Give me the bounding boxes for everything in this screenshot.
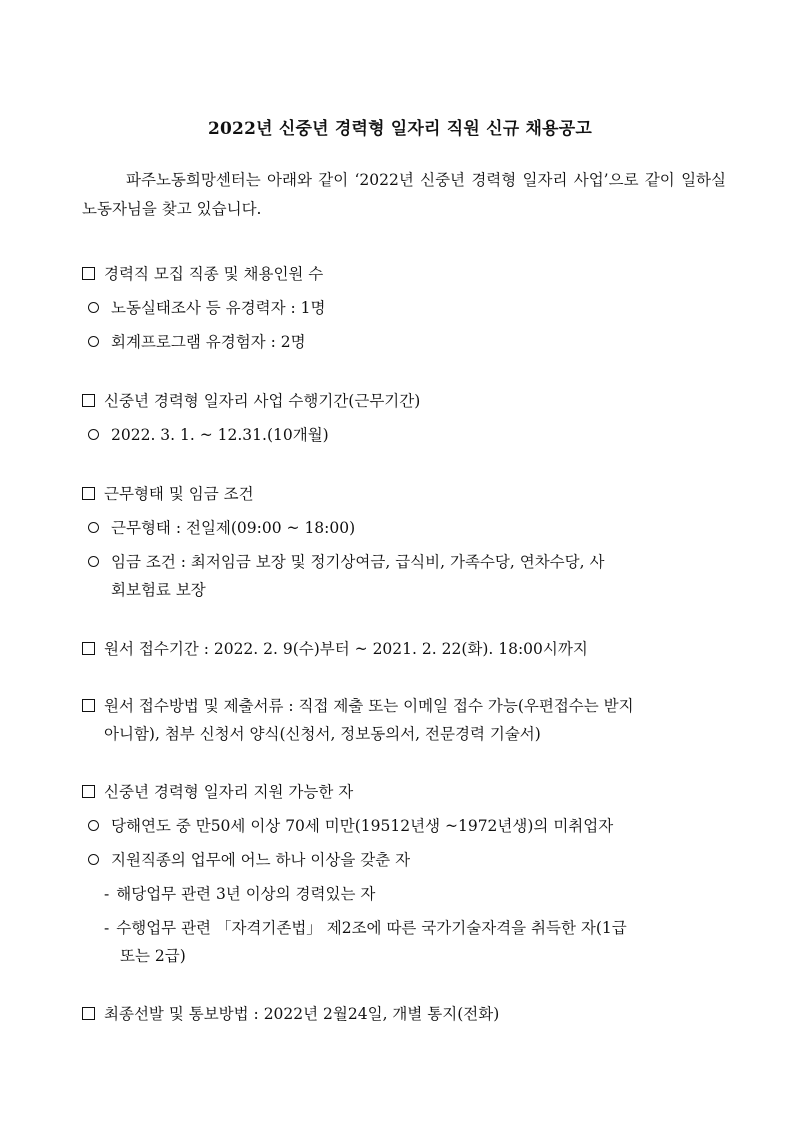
list-item <box>88 848 410 870</box>
list-item <box>88 330 306 352</box>
checkbox-square-icon <box>82 267 95 280</box>
section-heading-conditions <box>82 482 254 504</box>
circle-bullet-icon <box>88 429 99 440</box>
circle-bullet-icon <box>88 302 99 313</box>
checkbox-square-icon <box>82 642 95 655</box>
dash-bullet-icon: - <box>104 885 110 903</box>
list-item <box>88 516 355 538</box>
list-item <box>88 550 604 572</box>
circle-bullet-icon <box>88 820 99 831</box>
list-item-text: 근무형태 : 전일제(09:00 ~ 18:00) <box>111 519 356 537</box>
section-heading-text: 최종선발 및 통보방법 : 2022년 2월24일, 개별 통지(전화) <box>104 1005 500 1023</box>
sub-list-item-text: 해당업무 관련 3년 이상의 경력있는 자 <box>116 885 376 903</box>
list-item-text: 회계프로그램 유경험자 : 2명 <box>111 333 306 351</box>
checkbox-square-icon <box>82 1007 95 1020</box>
list-item-text: 지원직종의 업무에 어느 하나 이상을 갖춘 자 <box>111 851 411 869</box>
section-heading-period <box>82 389 420 411</box>
section-heading-text: 신중년 경력형 일자리 사업 수행기간(근무기간) <box>104 392 421 410</box>
section-heading-text: 신중년 경력형 일자리 지원 가능한 자 <box>104 783 354 801</box>
sub-list-item-continuation: 또는 2급) <box>120 947 186 965</box>
section-heading-text: 원서 접수방법 및 제출서류 : 직접 제출 또는 이메일 접수 가능(우편접수는 받지 <box>104 697 634 715</box>
section-heading-recruitment <box>82 262 323 284</box>
list-item-text: 노동실태조사 등 유경력자 : 1명 <box>111 299 326 317</box>
list-item-text: 2022. 3. 1. ~ 12.31.(10개월) <box>111 426 329 444</box>
section-heading-application-period <box>82 637 588 659</box>
list-item <box>88 296 325 318</box>
list-item <box>88 423 329 445</box>
circle-bullet-icon <box>88 556 99 567</box>
checkbox-square-icon <box>82 699 95 712</box>
section-heading-text: 근무형태 및 임금 조건 <box>104 485 254 503</box>
list-item <box>88 814 613 836</box>
circle-bullet-icon <box>88 336 99 347</box>
dash-bullet-icon: - <box>104 919 110 937</box>
section-heading-continuation: 아니함), 첨부 신청서 양식(신청서, 정보동의서, 전문경력 기술서) <box>104 725 541 743</box>
sub-list-item <box>104 882 375 904</box>
checkbox-square-icon <box>82 487 95 500</box>
section-heading-text: 원서 접수기간 : 2022. 2. 9(수)부터 ~ 2021. 2. 22(화). 18:00시까지 <box>104 640 588 658</box>
section-heading-application-method <box>82 694 634 716</box>
section-heading-selection <box>82 1002 499 1024</box>
list-item-text: 임금 조건 : 최저임금 보장 및 정기상여금, 급식비, 가족수당, 연차수당, 사 <box>111 553 605 571</box>
sub-list-item <box>104 916 627 938</box>
intro-paragraph: 파주노동희망센터는 아래와 같이 ‘2022년 신중년 경력형 일자리 사업’으로 같이 일하실 노동자님을 찾고 있습니다. <box>82 171 726 218</box>
list-item-continuation: 회보험료 보장 <box>111 581 206 599</box>
circle-bullet-icon <box>88 522 99 533</box>
list-item-text: 당해연도 중 만50세 이상 70세 미만(19512년생 ~1972년생)의 미취업자 <box>111 817 614 835</box>
section-heading-text: 경력직 모집 직종 및 채용인원 수 <box>104 265 324 283</box>
section-heading-eligibility <box>82 780 353 802</box>
checkbox-square-icon <box>82 394 95 407</box>
sub-list-item-text: 수행업무 관련 「자격기존법」 제2조에 따른 국가기술자격을 취득한 자(1급 <box>116 919 627 937</box>
page-title: 2022년 신중년 경력형 일자리 직원 신규 채용공고 <box>207 119 593 139</box>
circle-bullet-icon <box>88 854 99 865</box>
checkbox-square-icon <box>82 785 95 798</box>
